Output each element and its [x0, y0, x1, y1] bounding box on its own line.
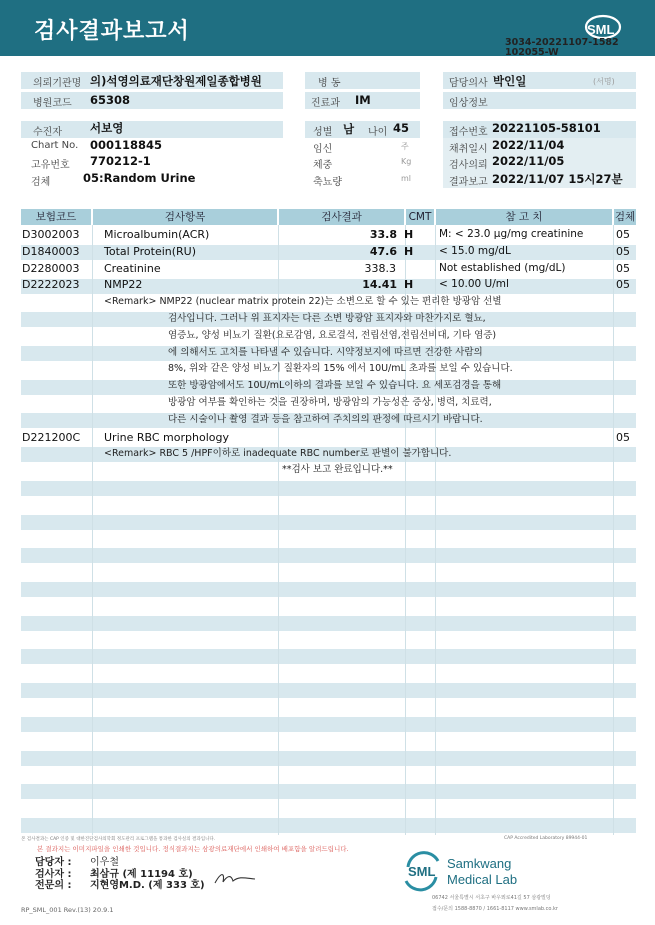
row-reference: < 15.0 mg/dL — [439, 245, 511, 257]
doctor-seal: (서명) — [593, 77, 615, 86]
row-code: D1840003 — [22, 245, 80, 258]
row-code: D2280003 — [22, 262, 80, 275]
col-header-cmt: CMT — [406, 209, 434, 225]
urine-volume-label: 축뇨량 — [313, 177, 342, 188]
pregnancy-label: 임신 — [313, 144, 333, 155]
row-result: 14.41 — [362, 278, 397, 291]
tester-name: 최삼규 (제 11194 호) — [90, 869, 193, 880]
request-value: 2022/11/05 — [492, 154, 565, 168]
doctor-label: 담당의사 — [449, 78, 488, 89]
table-stripe — [21, 717, 636, 732]
weight-unit: Kg — [401, 157, 412, 166]
remark-line: <Remark> NMP22 (nuclear matrix protein 22)는 소변으로 할 수 있는 편리한 방광암 선별 — [104, 296, 502, 307]
chart-value: 000118845 — [90, 138, 163, 152]
request-label: 검사의뢰 — [449, 160, 488, 171]
print-notice: 본 결과지는 이미지파일을 인쇄한 것입니다. 정식결과지는 삼광의료재단에서 인쇄하여 배포함을 알려드립니다. — [37, 845, 349, 853]
id-value: 770212-1 — [90, 154, 151, 168]
remark-line: 검사입니다. 그러나 위 표지자는 다른 소변 방광암 표지자와 마찬가지로 혈뇨, — [168, 313, 486, 324]
row-flag: H — [404, 278, 414, 291]
column-divider — [613, 225, 614, 835]
sex-value: 남 — [343, 122, 355, 136]
staff-name: 이우철 — [90, 857, 119, 868]
sml-footer-logo-text: SML — [408, 864, 436, 879]
report-complete-text: **검사 보고 완료입니다.** — [282, 464, 393, 475]
signature-icon — [213, 870, 257, 886]
id-label: 고유번호 — [31, 160, 70, 171]
report-value: 2022/11/07 15시27분 — [492, 172, 623, 186]
document-number-line2: 102055-W — [505, 47, 559, 58]
remark-line: <Remark> RBC 5 /HPF이하로 inadequate RBC number로 판별이 불가합니다. — [104, 448, 452, 459]
sex-label: 성별 — [313, 127, 333, 138]
hospital-code-value: 65308 — [90, 93, 131, 107]
table-stripe — [21, 784, 636, 799]
table-stripe — [21, 515, 636, 530]
table-row — [21, 244, 636, 260]
row-code: D2222023 — [22, 278, 80, 291]
examinee-label: 수진자 — [33, 127, 62, 138]
pregnancy-unit: 주 — [401, 142, 409, 151]
company-name-line1: Samkwang — [447, 856, 512, 871]
age-label: 나이 — [368, 127, 388, 138]
document-number — [505, 38, 650, 58]
document-number-line1: 3034-20221107-1582 — [505, 37, 619, 48]
institution-label: 의뢰기관명 — [33, 78, 82, 89]
company-address: 06742 서울특별시 서초구 바우뫼로41길 57 삼광빌딩 — [432, 895, 551, 901]
specimen-label: 검체 — [31, 177, 51, 188]
dept-value: IM — [355, 93, 371, 107]
table-stripe — [21, 683, 636, 698]
col-header-result: 검사결과 — [279, 209, 404, 225]
ward-label: 병 동 — [318, 78, 341, 89]
table-stripe — [21, 616, 636, 631]
table-stripe — [21, 548, 636, 563]
table-stripe — [21, 582, 636, 597]
row-item: Creatinine — [104, 262, 161, 275]
expert-name: 지현영M.D. (제 333 호) — [90, 880, 205, 891]
remark-line: 방광암 여부를 확인하는 것을 권장하며, 방광암의 가능성은 증상, 병력, 치료력, — [168, 397, 492, 408]
col-header-code: 보험코드 — [21, 209, 91, 225]
receipt-value: 20221105-58101 — [492, 121, 601, 135]
table-stripe — [21, 481, 636, 496]
age-value: 45 — [393, 121, 410, 135]
table-row — [21, 261, 636, 277]
remark-line: 또한 방광암에서도 10U/mL이하의 결과를 보일 수 있습니다. 요 세포검경을 통해 — [168, 380, 502, 391]
examinee-value: 서보영 — [90, 121, 124, 135]
table-stripe — [21, 751, 636, 766]
accreditation-note: 본 검사결과는 CAP 인증 및 대한진단검사의학회 정도관리 프로그램을 통과한 검사실의 결과입니다. — [21, 837, 216, 842]
dept-label: 진료과 — [311, 98, 340, 109]
col-header-specimen: 검체 — [614, 211, 636, 223]
row-result: 33.8 — [369, 228, 397, 241]
company-contact: 접수/문의 1588-8870 / 1661-8117 www.smlab.co.kr — [432, 906, 558, 912]
clinical-info-label: 임상정보 — [449, 98, 488, 109]
row-code: D3002003 — [22, 228, 80, 241]
col-header-item: 검사항목 — [93, 209, 277, 225]
weight-label: 체중 — [313, 160, 333, 171]
remark-line: 다른 시술이나 촬영 결과 등을 참고하여 주치의의 판정에 따르시기 바랍니다. — [168, 414, 483, 425]
company-name-line2: Medical Lab — [447, 872, 518, 887]
row-flag: H — [404, 245, 414, 258]
row-reference: Not established (mg/dL) — [439, 262, 566, 274]
row-item: Urine RBC morphology — [104, 431, 229, 444]
row-flag: H — [404, 228, 414, 241]
institution-value: 의)석영의료재단창원제일종합병원 — [90, 74, 262, 88]
chart-label: Chart No. — [31, 140, 79, 151]
row-result: 338.3 — [364, 262, 396, 275]
specimen-value: 05:Random Urine — [83, 171, 196, 185]
row-specimen: 05 — [616, 278, 630, 291]
doctor-value: 박인일 — [493, 74, 527, 88]
table-stripe — [21, 649, 636, 664]
collect-value: 2022/11/04 — [492, 138, 565, 152]
sml-logo-text: SML — [587, 22, 615, 37]
row-item: Microalbumin(ACR) — [104, 228, 210, 241]
row-specimen: 05 — [616, 228, 630, 241]
remark-line: 염증뇨, 양성 비뇨기 질환(요로감염, 요로결석, 전립선염,전립선비대, 기타 염증) — [168, 330, 497, 341]
row-code: D221200C — [22, 431, 81, 444]
tester-label: 검사자 : — [35, 869, 72, 880]
table-stripe — [21, 818, 636, 833]
urine-volume-unit: ml — [401, 174, 412, 183]
receipt-label: 접수번호 — [449, 127, 488, 138]
collect-label: 채취일시 — [449, 144, 488, 155]
report-label: 결과보고 — [449, 177, 488, 188]
remark-line: 8%, 위와 같은 양성 비뇨기 질환자의 15% 에서 10U/mL 초과를 보일 수 있습니다. — [168, 363, 513, 374]
hospital-code-label: 병원코드 — [33, 98, 72, 109]
row-reference: < 10.00 U/ml — [439, 278, 509, 290]
expert-label: 전문의 : — [35, 880, 72, 891]
table-row — [21, 227, 636, 243]
staff-label: 담당자 : — [35, 857, 72, 868]
row-specimen: 05 — [616, 431, 630, 444]
table-row — [21, 430, 636, 446]
report-title: 검사결과보고서 — [34, 19, 190, 44]
col-header-reference: 참 고 치 — [436, 209, 612, 225]
row-result: 47.6 — [369, 245, 397, 258]
table-row — [21, 277, 636, 293]
row-specimen: 05 — [616, 245, 630, 258]
row-specimen: 05 — [616, 262, 630, 275]
row-item: NMP22 — [104, 278, 143, 291]
cap-number: CAP Accredited Laboratory 89944-01 — [504, 836, 588, 841]
remark-line: 에 의해서도 고치를 나타낼 수 있습니다. 시약정보지에 따르면 건강한 사람의 — [168, 347, 483, 358]
row-reference: M: < 23.0 µg/mg creatinine — [439, 228, 584, 240]
form-code: RP_SML_001 Rev.(13) 20.9.1 — [21, 906, 114, 914]
row-item: Total Protein(RU) — [104, 245, 197, 258]
column-divider — [92, 225, 93, 835]
